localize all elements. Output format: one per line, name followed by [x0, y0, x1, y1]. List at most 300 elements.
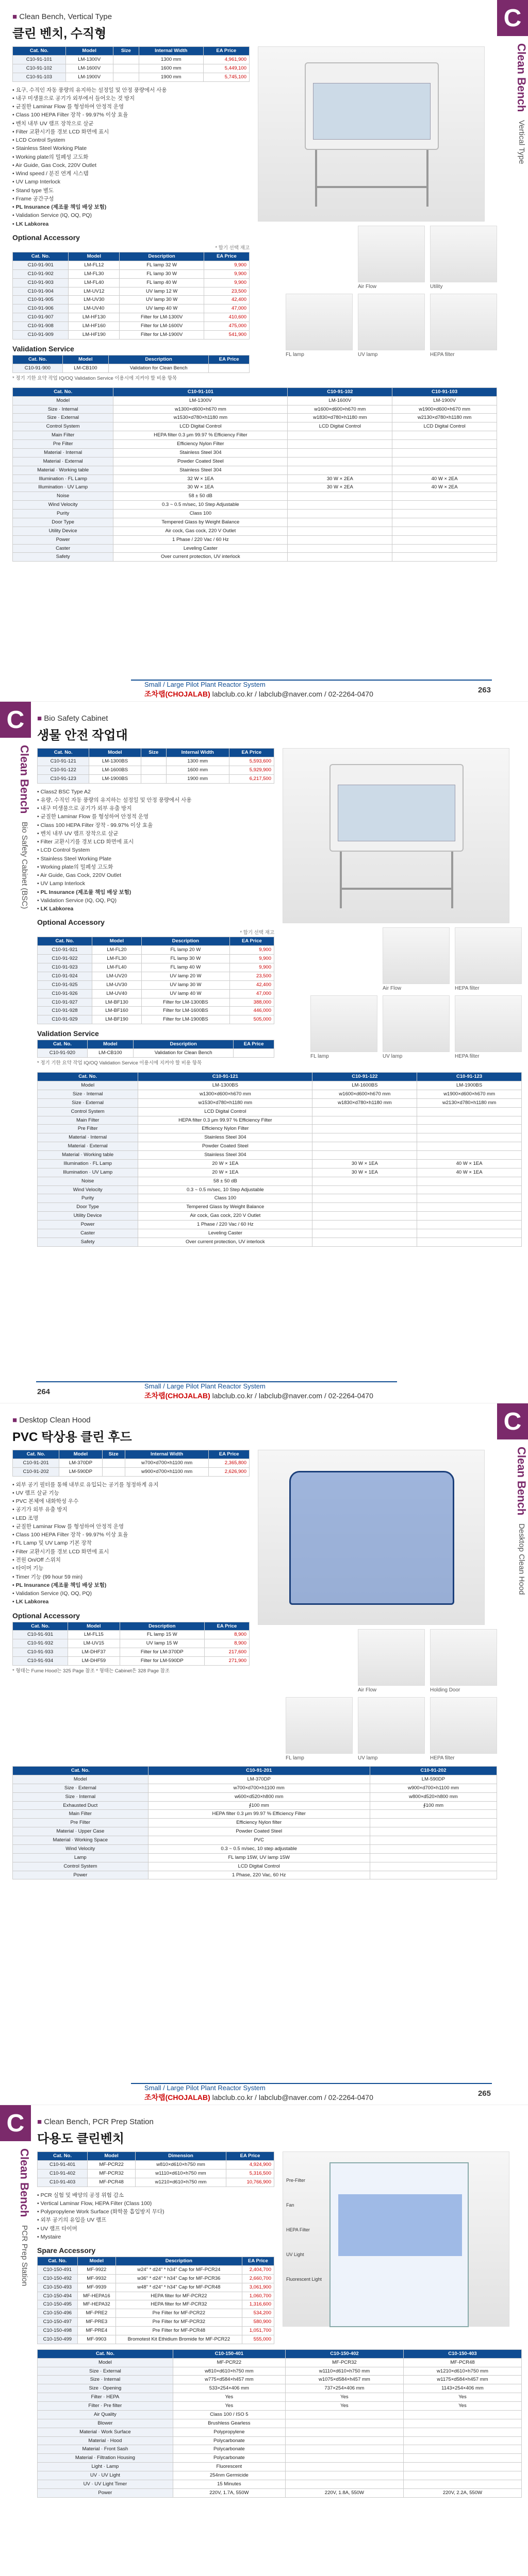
feature-list [12, 86, 250, 229]
table-cell: 9,900 [204, 278, 249, 287]
table-cell: Yes [173, 2393, 285, 2402]
table-row [38, 2178, 274, 2187]
table-cell: UV lamp 20 W [141, 972, 229, 980]
detail-thumbs-row1 [283, 927, 522, 991]
table-cell [285, 2428, 403, 2436]
feature-item: • 전원 On/Off 스위치 [12, 1556, 250, 1564]
feature-item: • Class 100 HEPA Filter 장착 - 99.97% 이상 효율 [12, 111, 250, 119]
page-content [12, 1416, 497, 1879]
table-cell: C10-150-499 [38, 2335, 78, 2344]
product-category: ■ Clean Bench, Vertical Type [12, 12, 497, 21]
table-header-cell: Internal Width [166, 749, 229, 757]
table-header-cell: Cat. No. [13, 47, 66, 56]
feature-item: • 내구 미생물으로 공기가 외부 유출 방지 [37, 804, 274, 812]
table-cell: Yes [173, 2402, 285, 2411]
table-cell: 6,217,500 [229, 774, 274, 783]
detail-thumb [455, 995, 522, 1059]
diagram-label: Pre-Filter [286, 2178, 306, 2183]
table-cell: 475,000 [204, 322, 249, 331]
table-cell: LM-370DP [59, 1459, 102, 1467]
table-cell: Pre Filter for MF-PCR32 [116, 2318, 242, 2327]
table-cell: 8,900 [204, 1639, 249, 1648]
table-row [13, 448, 497, 457]
table-cell: 555,000 [242, 2335, 274, 2344]
table-cell [403, 2480, 521, 2488]
table-header-cell: Description [120, 252, 204, 261]
table-row [38, 2169, 274, 2178]
table-cell: LCD Digital Control [392, 422, 497, 431]
table-row [38, 2265, 274, 2274]
table-row [13, 55, 250, 64]
validation-note: * 정기 기한 요약 작업 IQ/OQ Validation Service 이용시에 지켜야 할 비용 항목 [37, 1060, 202, 1066]
table-cell: Over current protection, UV interlock [138, 1238, 312, 1246]
model-table [12, 1450, 250, 1477]
table-cell: w1300×d600×h670 mm [138, 1090, 312, 1098]
table-row [38, 1142, 522, 1151]
table-row [38, 1221, 522, 1229]
table-cell: Efficiency Nylon filter [148, 1819, 370, 1827]
table-cell [417, 1221, 522, 1229]
table-cell: LCD Digital Control [113, 422, 288, 431]
table-cell: 1143×254×406 mm [403, 2384, 521, 2393]
spec-table [12, 1766, 497, 1879]
table-cell: 10,766,900 [226, 2178, 274, 2187]
table-cell [417, 1229, 522, 1238]
table-cell: 505,000 [229, 1015, 274, 1024]
table-row [38, 1015, 274, 1024]
table-cell: Bromotest Kit Ethidium Bromide for MF-PCR22 [116, 2335, 242, 2344]
table-header-cell: Model [68, 1622, 120, 1631]
image-column [258, 1450, 497, 1761]
table-cell: Filter · HEPA [38, 2393, 173, 2402]
table-cell: Filter for LM-370DP [120, 1648, 204, 1657]
table-header-cell: Cat. No. [13, 252, 69, 261]
table-cell: C10-91-101 [13, 55, 66, 64]
table-cell: Stainless Steel 304 [138, 1133, 312, 1142]
table-header-cell: Description [116, 2257, 242, 2266]
table-cell: 737×254×406 mm [285, 2384, 403, 2393]
detail-image [430, 226, 497, 282]
table-header-row [38, 2152, 274, 2161]
table-row [38, 2428, 522, 2436]
table-row [38, 2318, 274, 2327]
validation-table [37, 1040, 274, 1058]
feature-item: • 내구 미생물으로 공기가 외부에서 들어오는 것 방지 [12, 94, 250, 103]
info-column [37, 2151, 274, 2344]
accessory-heading: Optional Accessory [12, 233, 80, 242]
table-cell [417, 1151, 522, 1160]
footer-brand: 조차랩(CHOJALAB) [144, 2093, 210, 2102]
accessory-heading: Optional Accessory [12, 1611, 80, 1620]
table-cell: C10-150-493 [38, 2283, 78, 2292]
table-header-cell: Dimension [136, 2152, 226, 2161]
table-cell: FL lamp 15 W [120, 1631, 204, 1639]
table-cell: Powder Coated Steel [148, 1827, 370, 1836]
section-letter-badge: C [0, 702, 31, 738]
table-cell [285, 2471, 403, 2480]
table-cell: Polycarbonate [173, 2436, 285, 2445]
table-cell: w900×d700×h1100 mm [370, 1784, 497, 1792]
table-cell [312, 1229, 417, 1238]
accessory-heading: Optional Accessory [37, 918, 105, 927]
product-photo [258, 1450, 485, 1625]
catalog-page [0, 0, 528, 702]
table-header-row [13, 1450, 250, 1459]
table-cell: LM-HF160 [69, 322, 120, 331]
table-cell [288, 492, 392, 501]
feature-item: • Polypropylene Work Surface (화학물 흡입방지 무다) [37, 2208, 274, 2216]
table-cell [285, 2436, 403, 2445]
table-cell: Filter for LM-1300BS [141, 998, 229, 1007]
table-cell: MF-HEPA32 [77, 2300, 116, 2309]
table-row [38, 2335, 274, 2344]
table-cell: Yes [285, 2402, 403, 2411]
table-cell: LM-1300BS [89, 757, 141, 766]
table-cell: C10-91-933 [13, 1648, 68, 1657]
section-tab-main: Clean Bench [515, 1447, 528, 1516]
table-cell: Leveling Caster [113, 544, 288, 553]
feature-item: • Filter 교환시기를 경보 LCD 화면에 표시 [37, 838, 274, 846]
table-cell: LM-1600V [65, 64, 113, 73]
table-cell: C10-91-103 [13, 73, 66, 81]
table-cell: Blower [38, 2419, 173, 2428]
table-cell: HEPA filter 0.3 μm 99.97 % Efficiency Filter [138, 1116, 312, 1125]
table-cell: Safety [38, 1238, 138, 1246]
table-cell: C10-91-402 [38, 2169, 88, 2178]
table-cell: Control System [13, 1862, 148, 1871]
table-row [13, 1784, 497, 1792]
detail-image [358, 1629, 425, 1686]
table-cell: LM-1300V [113, 396, 288, 405]
table-cell: Size · External [38, 1098, 138, 1107]
table-row [38, 1098, 522, 1107]
table-cell: w36" * d24" * h34" Cap for MF-PCR36 [116, 2274, 242, 2283]
detail-thumb [430, 1629, 497, 1693]
accessory-table [37, 937, 274, 1024]
table-row [38, 766, 274, 774]
model-table [12, 46, 250, 82]
table-row [13, 1827, 497, 1836]
table-cell [370, 1844, 497, 1853]
feature-item: • Class 100 HEPA Filter 장착 - 99.97% 이상 효율 [37, 821, 274, 829]
table-header-cell: C10-91-121 [138, 1073, 312, 1081]
image-column [283, 2151, 522, 2344]
table-header-row [38, 1040, 274, 1049]
table-cell: 2,365,800 [209, 1459, 250, 1467]
table-cell [288, 535, 392, 544]
table-cell: 32 W × 1EA [113, 474, 288, 483]
detail-caption: Holding Door [430, 1687, 460, 1693]
table-cell [417, 1238, 522, 1246]
section-tab-sub: PCR Prep Station [20, 2225, 29, 2286]
table-cell [312, 1238, 417, 1246]
product-title: 다용도 클린벤치 [37, 2132, 124, 2146]
table-row [13, 1844, 497, 1853]
diagram-label: UV Light [286, 2252, 304, 2257]
feature-item: • PCR 실험 및 배양의 공정 위험 감소 [37, 2191, 274, 2199]
table-cell: Fluorescent [173, 2463, 285, 2471]
table-cell: C10-150-491 [38, 2265, 78, 2274]
info-column [12, 1450, 250, 1761]
table-cell: LM-HF190 [69, 330, 120, 339]
table-cell [285, 2419, 403, 2428]
table-row [38, 1049, 274, 1058]
detail-thumbs-row1 [258, 1629, 497, 1693]
table-cell: 40 W × 2EA [392, 474, 497, 483]
table-row [38, 1007, 274, 1015]
table-header-row [13, 47, 250, 56]
table-cell [288, 544, 392, 553]
table-row [13, 261, 250, 269]
table-row [38, 2393, 522, 2402]
detail-thumb [310, 995, 377, 1059]
table-cell: w1600×d600×h670 mm [312, 1090, 417, 1098]
table-cell [285, 2445, 403, 2454]
table-cell: 388,000 [229, 998, 274, 1007]
table-cell: 5,316,500 [226, 2169, 274, 2178]
table-cell: Efficiency Nylon Filter [113, 440, 288, 449]
table-cell: Polycarbonate [173, 2445, 285, 2454]
table-header-cell: C10-91-201 [148, 1767, 370, 1775]
table-cell: LM-DHF37 [68, 1648, 120, 1657]
table-cell [312, 1177, 417, 1185]
table-row [38, 2454, 522, 2463]
detail-caption: FL lamp [286, 352, 304, 358]
feature-item: • 벤치 내부 UV 램프 장착으로 살균 [37, 829, 274, 838]
table-cell: C10-91-921 [38, 946, 92, 955]
feature-item: • Class 100 HEPA Filter 장착 - 99.97% 이상 효율 [12, 1531, 250, 1539]
table-cell: MF-PCR32 [88, 2169, 136, 2178]
feature-list [12, 1481, 250, 1606]
table-header-cell: Cat. No. [13, 387, 113, 396]
detail-image [358, 294, 425, 350]
pcr-station-shape [329, 2162, 469, 2327]
feature-item: • Air Guide, Gas Cock, 220V Outlet [12, 161, 250, 170]
table-cell: C10-91-923 [38, 963, 92, 972]
cabinet-shape [305, 62, 439, 207]
table-cell: Polypropylene [173, 2428, 285, 2436]
table-cell: MF-9939 [77, 2283, 116, 2292]
table-row [13, 553, 497, 562]
table-cell: FL lamp 40 W [120, 278, 204, 287]
table-cell: MF-PCR32 [285, 2358, 403, 2367]
table-cell: 9,900 [204, 261, 249, 269]
table-row [38, 2376, 522, 2384]
footer-brand: 조차랩(CHOJALAB) [144, 690, 210, 698]
detail-caption: HEPA filter [430, 1755, 455, 1761]
table-row [13, 1836, 497, 1845]
table-header-cell: EA Price [209, 1450, 250, 1459]
detail-image [430, 1629, 497, 1686]
table-cell [370, 1827, 497, 1836]
table-cell: Pre Filter [38, 1125, 138, 1133]
info-column [12, 46, 250, 382]
table-row [13, 296, 250, 304]
detail-thumb [430, 1697, 497, 1761]
table-cell [403, 2471, 521, 2480]
feature-item: • PL Insurance (제조물 책임 배상 보험) [12, 1581, 250, 1589]
footer-contact [144, 1391, 373, 1401]
table-cell [370, 1862, 497, 1871]
table-cell: Main Filter [13, 431, 113, 440]
table-cell [141, 774, 166, 783]
table-header-cell: Size [141, 749, 166, 757]
table-cell: Efficiency Nylon Filter [138, 1125, 312, 1133]
product-title: 클린 벤치, 수직형 [12, 27, 107, 41]
table-cell [288, 510, 392, 518]
detail-caption: FL lamp [310, 1054, 329, 1059]
spec-section [12, 1766, 497, 1879]
table-cell: UV · UV Light [38, 2471, 173, 2480]
feature-list [37, 2191, 274, 2242]
table-header-cell: Cat. No. [13, 1622, 68, 1631]
table-header-row [13, 252, 250, 261]
table-row [38, 2358, 522, 2367]
table-header-cell: Model [88, 2152, 136, 2161]
footer-contact-text: labclub.co.kr / labclub@naver.com / 02-2264-0470 [210, 1392, 373, 1400]
table-cell: UV · UV Light Timer [38, 2480, 173, 2488]
feature-item: • LK Labkorea [37, 905, 274, 913]
table-row [13, 535, 497, 544]
table-cell: Size · Opening [38, 2384, 173, 2393]
table-row [13, 422, 497, 431]
table-header-cell: Cat. No. [38, 2152, 88, 2161]
table-row [13, 483, 497, 492]
table-cell: w1110×d610×h750 mm [136, 2169, 226, 2178]
table-cell: w2130×d780×h1180 mm [417, 1098, 522, 1107]
table-cell: LM-590DP [59, 1467, 102, 1476]
top-section [12, 1450, 497, 1761]
table-cell: Class 100 [138, 1194, 312, 1203]
table-cell: MF-HEPA16 [77, 2292, 116, 2300]
detail-thumb [383, 927, 450, 991]
table-cell: w700×d700×h1100 mm [148, 1784, 370, 1792]
table-cell [285, 2454, 403, 2463]
table-cell: 8,900 [204, 1631, 249, 1639]
table-cell: Control System [38, 1107, 138, 1116]
table-cell: Validation for Clean Bench [134, 1049, 234, 1058]
feature-item: • 균질한 Laminar Flow 를 형성하여 안정적 운영 [12, 103, 250, 111]
table-cell: C10-150-494 [38, 2292, 78, 2300]
table-cell [312, 1185, 417, 1194]
table-cell: Control System [13, 422, 113, 431]
diagram-label: HEPA Filter [286, 2227, 310, 2232]
table-cell: Material · Work Surface [38, 2428, 173, 2436]
table-row [38, 2445, 522, 2454]
table-cell: LM-FL12 [69, 261, 120, 269]
table-cell: LM-1600BS [89, 766, 141, 774]
table-cell: 5,449,100 [203, 64, 249, 73]
table-row [13, 64, 250, 73]
top-section [37, 2151, 522, 2344]
table-cell: 1300 mm [166, 757, 229, 766]
table-cell: C10-91-931 [13, 1631, 68, 1639]
table-cell: Yes [285, 2393, 403, 2402]
section-tab-sub: Desktop Clean Hood [517, 1523, 526, 1595]
feature-item: • 유량, 수직인 자동 풍량의 유지하는 설정일 및 안정 풍량에서 사용 [37, 796, 274, 804]
table-row [38, 1090, 522, 1098]
table-cell: Caster [13, 544, 113, 553]
cabinet-shelf [315, 186, 428, 188]
table-row [38, 2480, 522, 2488]
table-cell: Yes [403, 2402, 521, 2411]
table-cell [392, 457, 497, 466]
table-cell: Brushless Gearless [173, 2419, 285, 2428]
table-header-cell: Model [87, 1040, 133, 1049]
table-header-cell: Model [69, 252, 120, 261]
table-cell [370, 1871, 497, 1879]
table-cell: 1900 mm [139, 73, 204, 81]
feature-item: • Stainless Steel Working Plate [37, 855, 274, 863]
table-cell: 4,961,900 [203, 55, 249, 64]
table-cell: MF-PRE2 [77, 2309, 116, 2318]
table-row [13, 510, 497, 518]
table-cell: LM-CB100 [62, 364, 108, 372]
table-row [13, 269, 250, 278]
table-cell: 1,051,700 [242, 2327, 274, 2335]
detail-thumb [455, 927, 522, 991]
table-cell: 4,924,900 [226, 2160, 274, 2169]
table-header-cell: Model [89, 749, 141, 757]
table-cell: Material · Working table [38, 1151, 138, 1160]
table-cell: Main Filter [13, 1810, 148, 1819]
table-cell: LM-BF190 [92, 1015, 141, 1024]
table-cell: LM-DHF59 [68, 1657, 120, 1666]
table-cell: Power [38, 2488, 173, 2497]
section-tab-label [497, 43, 528, 164]
table-row [38, 1212, 522, 1221]
detail-thumb [430, 226, 497, 290]
table-cell: MF-PCR22 [88, 2160, 136, 2169]
table-row [38, 1185, 522, 1194]
table-row [38, 955, 274, 963]
table-cell: 3,061,900 [242, 2283, 274, 2292]
table-cell: w2130×d780×h1180 mm [392, 414, 497, 422]
table-header-cell: Description [134, 1040, 234, 1049]
detail-image [310, 995, 377, 1052]
table-cell [141, 766, 166, 774]
feature-item: • Wind speed / 분진 연계 시스템 [12, 170, 250, 178]
table-cell: LM-BF130 [92, 998, 141, 1007]
table-row [13, 1792, 497, 1801]
page-content [37, 2117, 522, 2498]
feature-item: • 균질한 Laminar Flow 를 형성하여 안정적 운영 [37, 812, 274, 821]
table-cell: 0.3 ~ 0.5 m/sec, 10 Step Adjustable [138, 1185, 312, 1194]
table-cell: 9,900 [229, 946, 274, 955]
product-title: 생물 안전 작업대 [37, 728, 128, 742]
feature-item: • LCD Control System [37, 846, 274, 854]
table-cell: C10-91-928 [38, 1007, 92, 1015]
table-cell: 2,404,700 [242, 2265, 274, 2274]
table-cell: Material · External [38, 1142, 138, 1151]
table-header-cell: EA Price [204, 1622, 249, 1631]
table-cell: FL lamp 32 W [120, 261, 204, 269]
detail-thumb [383, 995, 450, 1059]
table-cell: Lamp [13, 1853, 148, 1862]
table-header-cell: Model [62, 355, 108, 364]
table-row [38, 2410, 522, 2419]
table-header-cell: Cat. No. [38, 2349, 173, 2358]
detail-caption: FL lamp [286, 1755, 304, 1761]
table-header-cell: C10-91-103 [392, 387, 497, 396]
section-tab-main: Clean Bench [515, 43, 528, 112]
feature-item: • LCD Control System [12, 136, 250, 144]
table-header-cell: EA Price [203, 47, 249, 56]
table-cell: 220V, 1.8A, 550W [285, 2488, 403, 2497]
table-cell: w900×d700×h1100 mm [125, 1467, 209, 1476]
table-cell: MF-PCR48 [88, 2178, 136, 2187]
table-header-cell: EA Price [204, 252, 249, 261]
